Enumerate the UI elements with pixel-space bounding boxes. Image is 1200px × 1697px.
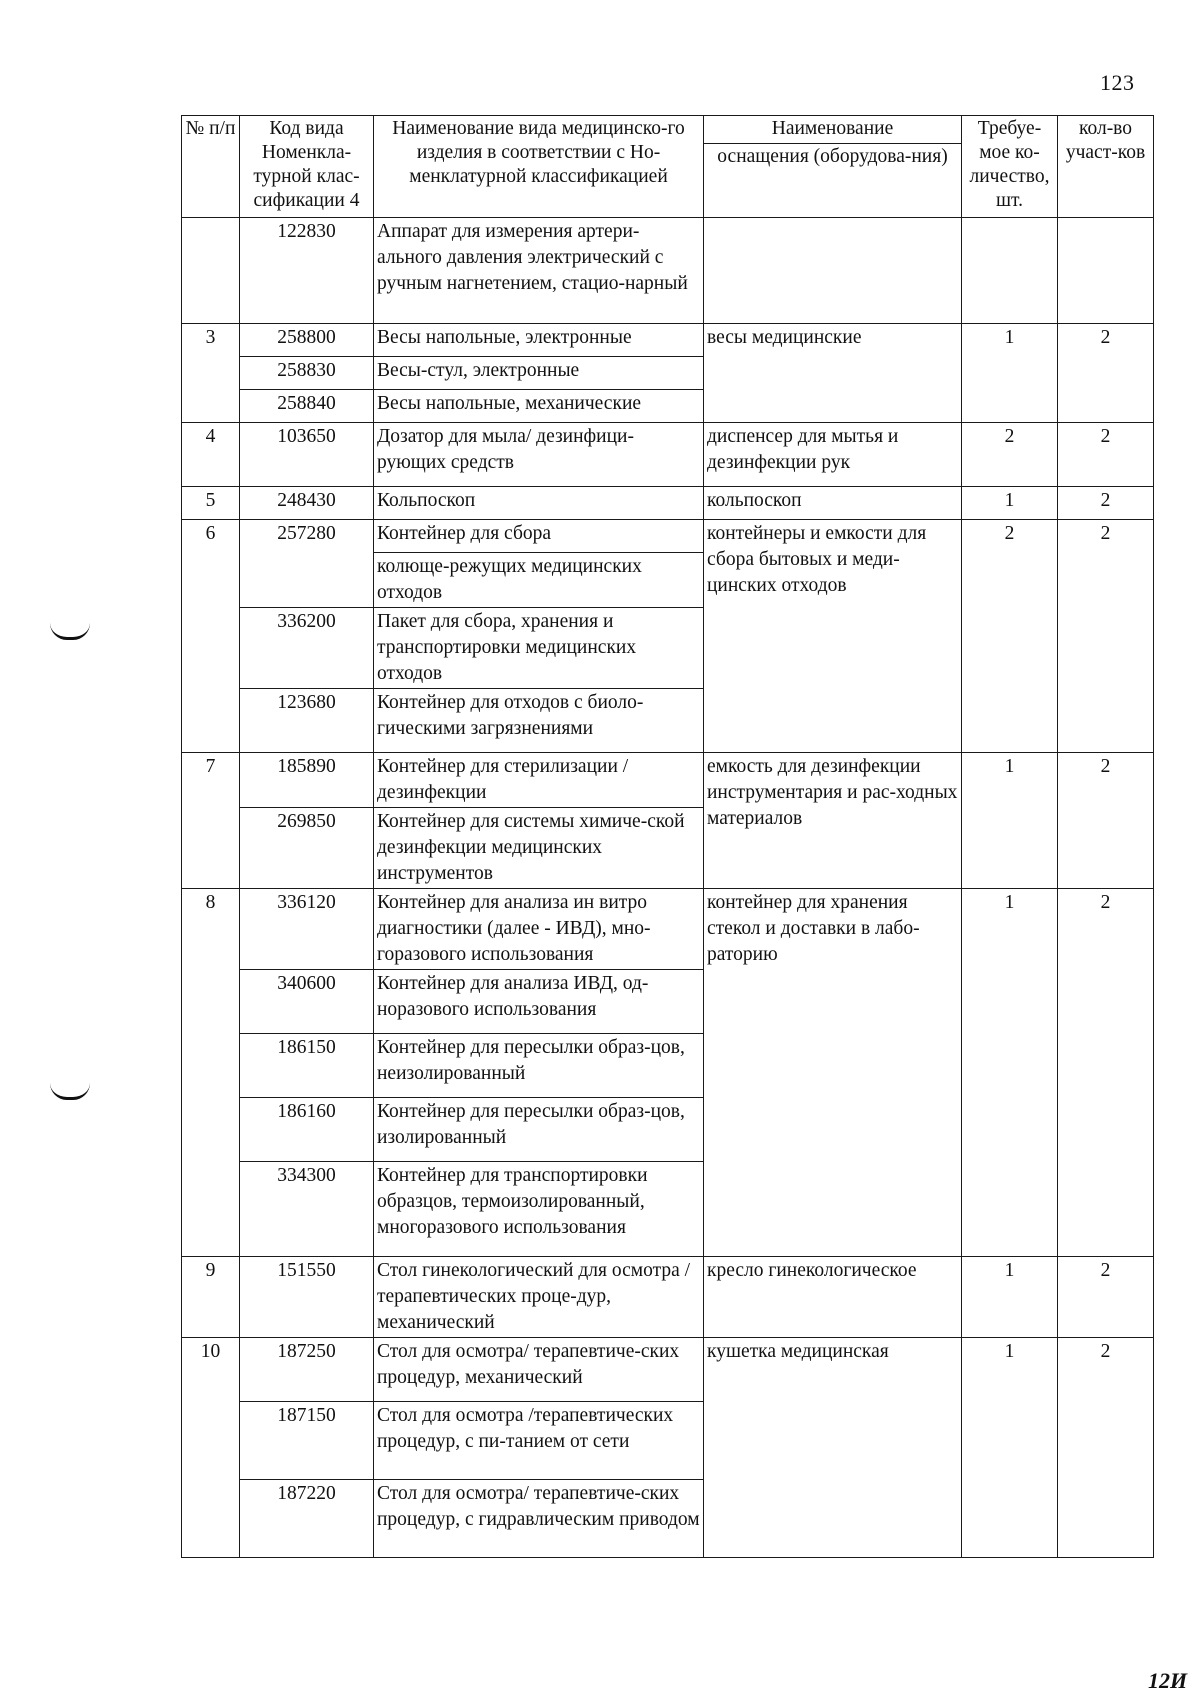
qty-cell: 1 [962,324,1058,423]
table-row [182,487,1154,520]
name-cell: Контейнер для системы химиче-ской дезинфекции медицинских инструментов [374,808,704,889]
name-cell: Кольпоскоп [374,487,704,520]
name-cell: Стол гинекологический для осмотра /терапевтических проце-дур, механический [374,1257,704,1338]
table-row [182,520,1154,553]
code-cell: 269850 [240,808,374,889]
name-cell: Контейнер для пересылки образ-цов, неизолированный [374,1034,704,1098]
code-cell: 248430 [240,487,374,520]
name-cell: Контейнер для анализа ИВД, од-норазового использования [374,970,704,1034]
equip-cell: контейнеры и емкости для сбора бытовых и меди-цинских отходов [704,520,962,753]
num-cell: 4 [182,423,240,487]
qty-cell: 1 [962,1338,1058,1558]
code-cell: 185890 [240,753,374,808]
header-code: Код вида Номенкла-турной клас-сификации 4 [240,116,374,218]
name-cell: Контейнер для отходов с биоло-гическими загрязнениями [374,689,704,753]
equip-cell: кресло гинекологическое [704,1257,962,1338]
num-cell: 3 [182,324,240,423]
equip-cell: кушетка медицинская [704,1338,962,1558]
table-row [182,753,1154,808]
header-equip-top: Наименование [704,116,962,144]
num-cell: 7 [182,753,240,889]
name-cell: Весы напольные, электронные [374,324,704,357]
page-number: 123 [1100,70,1135,95]
table-row [182,324,1154,357]
code-cell: 336200 [240,608,374,689]
sites-cell: 2 [1058,324,1154,423]
header-sites: кол-во участ-ков [1058,116,1154,218]
sites-cell: 2 [1058,1338,1154,1558]
header-qty: Требуе-мое ко-личество, шт. [962,116,1058,218]
code-cell: 187220 [240,1480,374,1558]
code-cell: 122830 [240,218,374,324]
table-row [182,1257,1154,1338]
code-cell: 103650 [240,423,374,487]
code-cell: 257280 [240,520,374,608]
name-cell: Стол для осмотра/ терапевтиче-ских процедур, с гидравлическим приводом [374,1480,704,1558]
header-num: № п/п [182,116,240,218]
table-row [182,423,1154,487]
table-row [182,889,1154,970]
num-cell: 8 [182,889,240,1257]
name-cell: Весы-стул, электронные [374,357,704,390]
table-row [182,1338,1154,1402]
name-cell: колюще-режущих медицинских отходов [374,553,704,608]
num-cell: 10 [182,1338,240,1558]
name-cell: Стол для осмотра/ терапевтиче-ских процедур, механический [374,1338,704,1402]
code-cell: 258800 [240,324,374,357]
header-equip-bottom: оснащения (оборудова-ния) [704,144,962,218]
sites-cell: 2 [1058,520,1154,753]
code-cell: 258840 [240,390,374,423]
equip-cell: контейнер для хранения стекол и доставки в лабо-раторию [704,889,962,1257]
code-cell: 334300 [240,1162,374,1257]
num-cell: 9 [182,1257,240,1338]
footer-handwritten-mark: 12И [1148,1668,1188,1693]
sites-cell: 2 [1058,423,1154,487]
code-cell: 186160 [240,1098,374,1162]
qty-cell: 2 [962,423,1058,487]
code-cell: 186150 [240,1034,374,1098]
num-cell: 6 [182,520,240,753]
code-cell: 187150 [240,1402,374,1480]
code-cell: 336120 [240,889,374,970]
name-cell: Контейнер для анализа ин витро диагностики (далее - ИВД), мно-горазового использования [374,889,704,970]
name-cell: Весы напольные, механические [374,390,704,423]
equip-cell: емкость для дезинфекции инструментария и рас-ходных материалов [704,753,962,889]
code-cell: 123680 [240,689,374,753]
code-cell: 340600 [240,970,374,1034]
table-row [182,218,1154,324]
qty-cell: 1 [962,1257,1058,1338]
margin-tick-mark [50,1083,90,1100]
code-cell: 187250 [240,1338,374,1402]
name-cell: Стол для осмотра /терапевтических процедур, с пи-танием от сети [374,1402,704,1480]
code-cell: 151550 [240,1257,374,1338]
name-cell: Аппарат для измерения артери-ального давления электрический с ручным нагнетением, стацио-нарный [374,218,704,324]
sites-cell: 2 [1058,487,1154,520]
equip-cell: весы медицинские [704,324,962,423]
header-name: Наименование вида медицинско-го изделия в соответствии с Но-менклатурной классификацией [374,116,704,218]
name-cell: Контейнер для пересылки образ-цов, изолированный [374,1098,704,1162]
qty-cell: 2 [962,520,1058,753]
qty-cell: 1 [962,487,1058,520]
name-cell: Контейнер для транспортировки образцов, термоизолированный, многоразового использования [374,1162,704,1257]
name-cell: Дозатор для мыла/ дезинфици-рующих средств [374,423,704,487]
name-cell: Контейнер для сбора [374,520,704,553]
num-cell: 5 [182,487,240,520]
sites-cell: 2 [1058,889,1154,1257]
name-cell: Контейнер для стерилизации /дезинфекции [374,753,704,808]
code-cell: 258830 [240,357,374,390]
equip-cell: диспенсер для мытья и дезинфекции рук [704,423,962,487]
equip-cell: кольпоскоп [704,487,962,520]
qty-cell: 1 [962,753,1058,889]
sites-cell: 2 [1058,753,1154,889]
equipment-table [181,115,1154,1558]
sites-cell: 2 [1058,1257,1154,1338]
name-cell: Пакет для сбора, хранения и транспортировки медицинских отходов [374,608,704,689]
margin-tick-mark [50,623,90,640]
qty-cell: 1 [962,889,1058,1257]
